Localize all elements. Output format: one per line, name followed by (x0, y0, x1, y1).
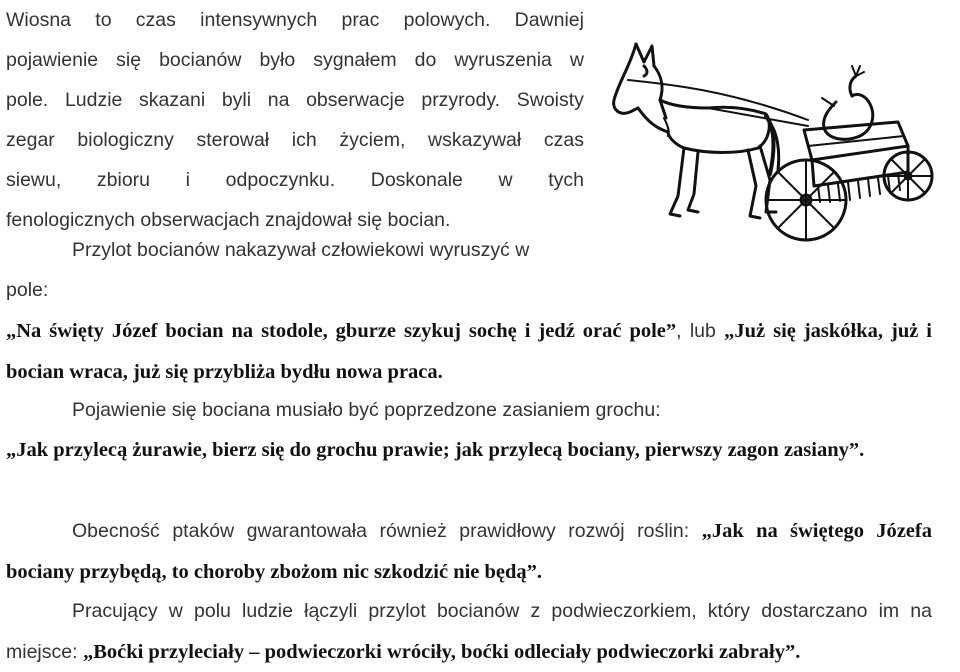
word: Wiosna (6, 9, 72, 31)
quote-bocki: „Boćki przyleciały – podwieczorki wróciły, boćki odleciały podwieczorki zabrały”. (82, 641, 801, 663)
word: to (95, 9, 112, 31)
word: sterował (196, 129, 270, 151)
word: skazani (139, 89, 206, 111)
quote-saint-joseph-storks: „Jak na świętego Józefa bociany przybędą, to choroby zbożom nic szkodzić nie będą”. (6, 520, 932, 583)
paragraph-growth-text: Obecność ptaków gwarantowała również prawidłowy rozwój roślin: (72, 520, 702, 542)
word: polowych. (403, 9, 491, 31)
word: i (185, 169, 190, 191)
paragraph-snack (6, 590, 932, 672)
quote-connector: , lub (676, 320, 725, 342)
paragraph-arrival-line1: Przylot bocianów nakazywał człowiekowi wyruszyć w (72, 239, 530, 261)
word: w (498, 169, 513, 191)
paragraph-snack-text: Pracujący w polu ludzie łączyli przylot bocianów z podwieczorkiem, który dostarczano im na miejsce: (6, 600, 932, 663)
quote-cranes: „Jak przylecą żurawie, bierz się do grochu prawie; jak przylecą bociany, pierwszy zagon zasiany”. (6, 439, 865, 461)
word: się (116, 49, 142, 71)
word: Swoisty (516, 89, 584, 111)
word: sygnałem (313, 49, 397, 71)
word: intensywnych (200, 9, 318, 31)
word: zbioru (96, 169, 151, 191)
intro-line-2 (6, 40, 584, 80)
word: życiem, (339, 129, 406, 151)
quote-saint-joseph (6, 310, 932, 392)
word: siewu, (6, 169, 62, 191)
word: na (267, 89, 290, 111)
word: wskazywał (428, 129, 522, 151)
word: Doskonale (370, 169, 463, 191)
intro-line-4 (6, 120, 584, 160)
word: byli (221, 89, 252, 111)
word: pole. (6, 89, 49, 111)
paragraph-growth (6, 510, 932, 592)
paragraph-arrival-line2: pole: (6, 279, 49, 301)
word: prac (341, 9, 380, 31)
word: obserwacje (306, 89, 405, 111)
word: Ludzie (64, 89, 123, 111)
quote-saint-joseph-part1: „Na święty Józef bocian na stodole, gburze szykuj sochę i jedź orać pole” (6, 320, 677, 342)
intro-line-5 (6, 160, 584, 200)
word: Dawniej (514, 9, 584, 31)
paragraph-peas: Pojawienie się bociana musiało być poprzedzone zasianiem grochu: (72, 399, 661, 421)
word: odpoczynku. (225, 169, 336, 191)
word: czas (135, 9, 176, 31)
paragraph-intro (6, 0, 584, 240)
word: bocianów (159, 49, 242, 71)
word: zegar (6, 129, 55, 151)
word: było (259, 49, 296, 71)
intro-line-3 (6, 80, 584, 120)
word: fenologicznych obserwacjach znajdował się bocian. (6, 209, 451, 231)
word: ich (291, 129, 317, 151)
word: biologiczny (77, 129, 174, 151)
word: do (414, 49, 437, 71)
word: wyruszenia (454, 49, 552, 71)
quote-swallow: „Już się jaskółka, już i bocian wraca, już się przybliża bydłu nowa praca. (6, 320, 932, 383)
word: czas (543, 129, 584, 151)
word: pojawienie (6, 49, 99, 71)
word: w (569, 49, 584, 71)
word: przyrody. (421, 89, 501, 111)
intro-line-1 (6, 0, 584, 40)
horse-cart-stork-illustration (608, 36, 938, 258)
word: tych (548, 169, 584, 191)
